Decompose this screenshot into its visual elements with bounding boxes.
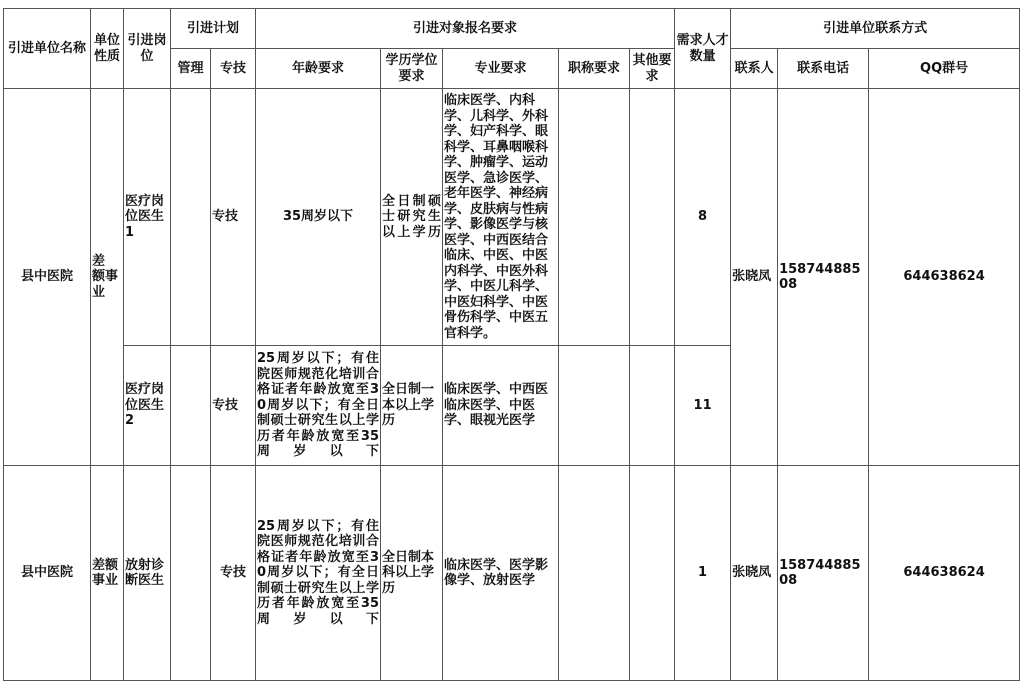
header-row-1 (4, 9, 1020, 49)
header-position: 引进岗位 (124, 9, 171, 89)
header-contact-group: 引进单位联系方式 (731, 9, 1020, 49)
cell-demand: 11 (675, 346, 731, 466)
cell-title (559, 346, 630, 466)
cell-other (630, 466, 675, 681)
header-requirements: 引进对象报名要求 (256, 9, 675, 49)
header-plan: 引进计划 (171, 9, 256, 49)
cell-title (559, 89, 630, 346)
cell-qq: 644638624 (869, 89, 1020, 466)
header-unit-name: 引进单位名称 (4, 9, 91, 89)
cell-technical: 专技 (211, 466, 256, 681)
header-contact-person: 联系人 (731, 49, 778, 89)
table-row (4, 466, 1020, 681)
header-education: 学历学位要求 (381, 49, 443, 89)
cell-management (171, 89, 211, 346)
cell-major: 临床医学、内科学、儿科学、外科学、妇产科学、眼科学、耳鼻咽喉科学、肿瘤学、运动医学、急诊医学、老年医学、神经病学、皮肤病与性病学、影像医学与核医学、中西医结合临床、中医、中医内科学、中医外科学、中医儿科学、中医妇科学、中医骨伤科学、中医五官科学。 (443, 89, 559, 346)
header-age: 年龄要求 (256, 49, 381, 89)
cell-qq: 644638624 (869, 466, 1020, 681)
header-other: 其他要求 (630, 49, 675, 89)
cell-education: 全日制一本以上学历 (381, 346, 443, 466)
header-major: 专业要求 (443, 49, 559, 89)
cell-position: 放射诊断医生 (124, 466, 171, 681)
header-title: 职称要求 (559, 49, 630, 89)
cell-other (630, 89, 675, 346)
cell-technical: 专技 (211, 89, 256, 346)
header-phone: 联系电话 (778, 49, 869, 89)
header-qq: QQ群号 (869, 49, 1020, 89)
cell-management (171, 466, 211, 681)
header-plan-management: 管理 (171, 49, 211, 89)
recruitment-table (3, 8, 1020, 681)
cell-age: 35周岁以下 (256, 89, 381, 346)
cell-phone: 15874488508 (778, 89, 869, 466)
cell-contact-person: 张晓凤 (731, 466, 778, 681)
cell-major: 临床医学、中西医临床医学、中医学、眼视光医学 (443, 346, 559, 466)
cell-unit: 县中医院 (4, 466, 91, 681)
cell-age: 25周岁以下；有住院医师规范化培训合格证者年龄放宽至30周岁以下；有全日制硕士研究生以上学历者年龄放宽至35周岁以下 (256, 466, 381, 681)
cell-age: 25周岁以下；有住院医师规范化培训合格证者年龄放宽至30周岁以下；有全日制硕士研究生以上学历者年龄放宽至35周岁以下 (256, 346, 381, 466)
cell-demand: 1 (675, 466, 731, 681)
cell-contact-person: 张晓凤 (731, 89, 778, 466)
header-plan-technical: 专技 (211, 49, 256, 89)
cell-position: 医疗岗位医生2 (124, 346, 171, 466)
cell-title (559, 466, 630, 681)
cell-education: 全日制本科以上学历 (381, 466, 443, 681)
cell-demand: 8 (675, 89, 731, 346)
cell-technical: 专技 (211, 346, 256, 466)
cell-other (630, 346, 675, 466)
cell-education: 全日制硕士研究生以上学历 (381, 89, 443, 346)
cell-management (171, 346, 211, 466)
header-unit-nature: 单位性质 (91, 9, 124, 89)
table-row (4, 89, 1020, 346)
cell-unit: 县中医院 (4, 89, 91, 466)
cell-nature: 差额事业 (91, 466, 124, 681)
cell-position: 医疗岗位医生1 (124, 89, 171, 346)
cell-major: 临床医学、医学影像学、放射医学 (443, 466, 559, 681)
cell-phone: 15874488508 (778, 466, 869, 681)
cell-nature: 差 额事业 (91, 89, 124, 466)
header-demand: 需求人才数量 (675, 9, 731, 89)
